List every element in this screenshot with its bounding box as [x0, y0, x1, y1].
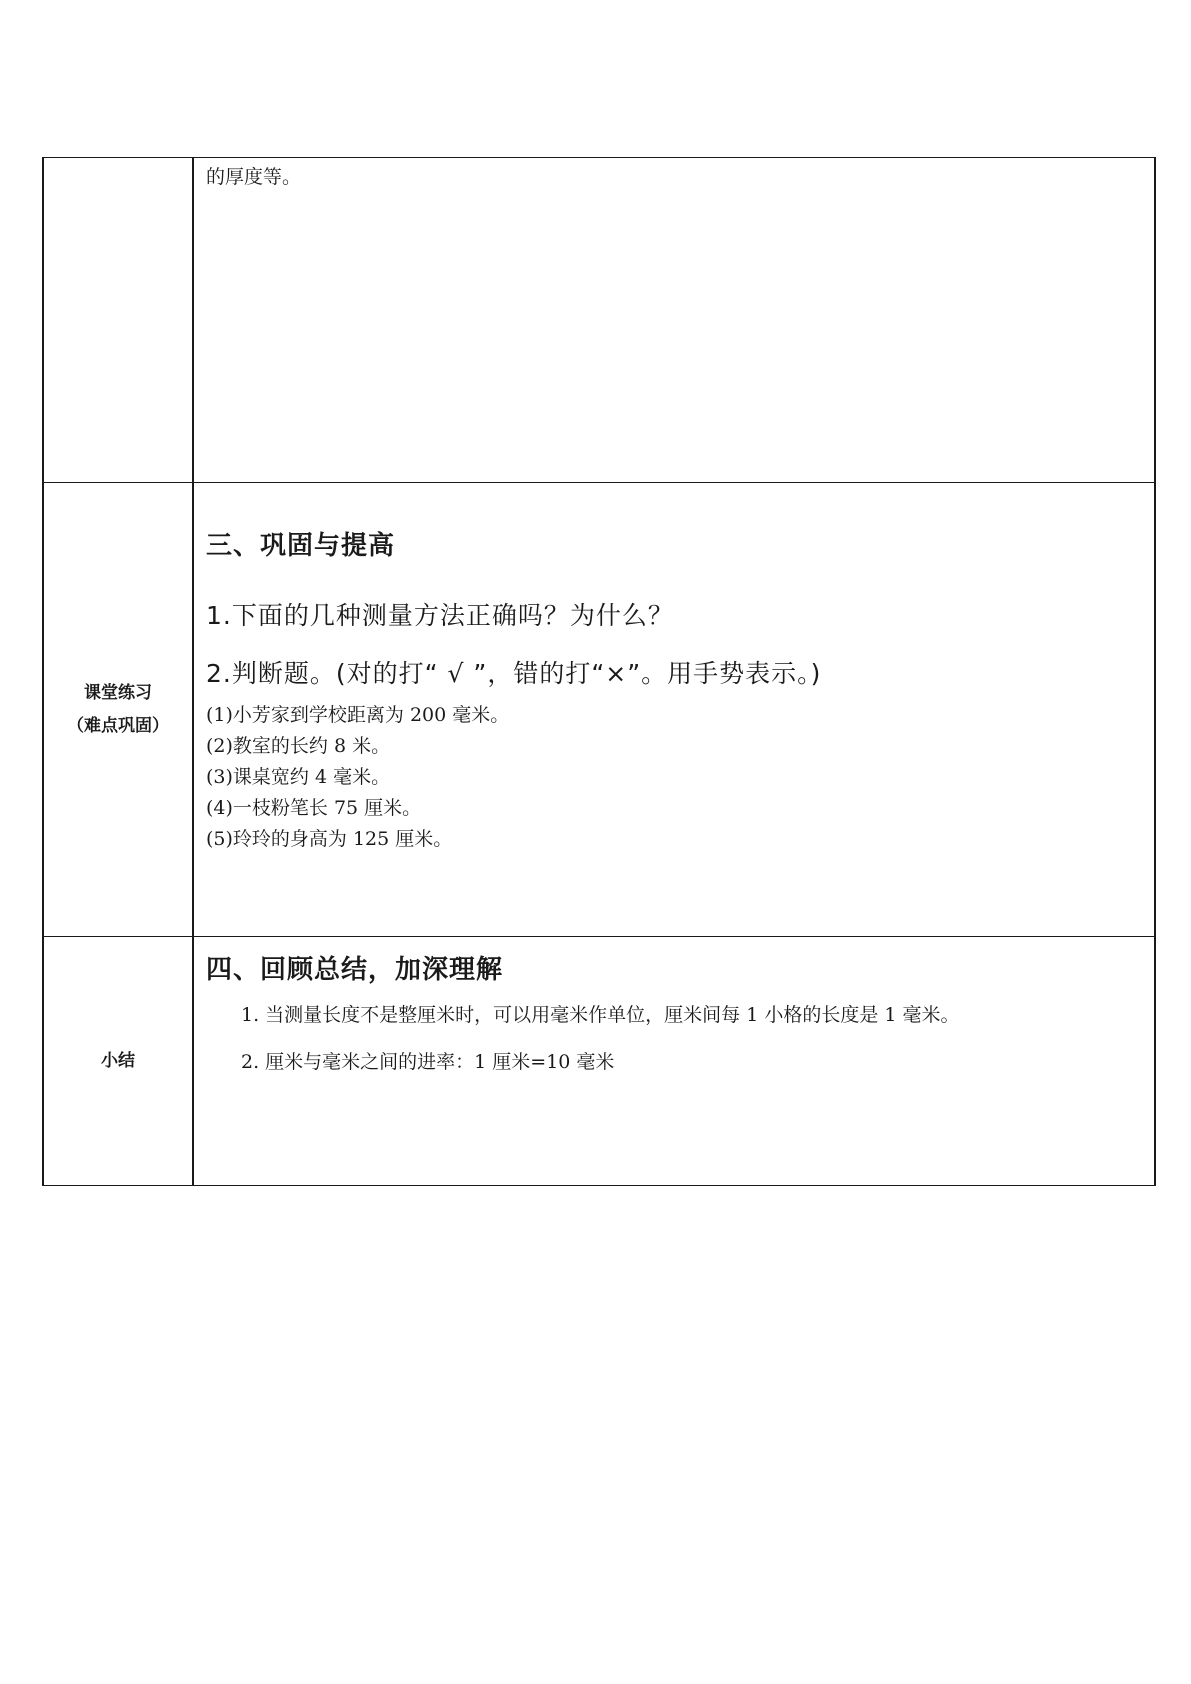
question-2: 2.判断题。(对的打“ √ ”，错的打“×”。用手势表示。) [206, 659, 822, 688]
list-item: (4)一枝粉笔长 75 厘米。 [206, 797, 422, 819]
question-1: 1.下面的几种测量方法正确吗？为什么？ [206, 601, 674, 630]
practice-sublabel: （难点巩固） [67, 715, 169, 736]
label-cell-practice [43, 483, 193, 937]
practice-section-title: 三、巩固与提高 [206, 531, 396, 561]
lesson-plan-table [42, 157, 1156, 1186]
table-row-summary [43, 937, 1155, 1186]
summary-point: 1. 当测量长度不是整厘米时，可以用毫米作单位，厘米间每 1 小格的长度是 1 毫米。 [241, 1004, 960, 1026]
label-cell-summary [43, 937, 193, 1186]
content-cell-summary [193, 937, 1155, 1186]
summary-label: 小结 [101, 1050, 135, 1071]
list-item: (3)课桌宽约 4 毫米。 [206, 766, 391, 788]
continuation-text: 的厚度等。 [206, 166, 302, 188]
judgement-list [206, 700, 1142, 855]
practice-label: 课堂练习 [84, 682, 152, 703]
table-row-continuation [43, 158, 1155, 483]
table-row-practice [43, 483, 1155, 937]
list-item: (2)教室的长约 8 米。 [206, 735, 391, 757]
summary-section-title: 四、回顾总结，加深理解 [206, 955, 504, 985]
summary-point: 2. 厘米与毫米之间的进率：1 厘米=10 毫米 [241, 1051, 615, 1073]
content-cell-practice [193, 483, 1155, 937]
label-cell-empty [43, 158, 193, 483]
list-item: (5)玲玲的身高为 125 厘米。 [206, 828, 453, 850]
list-item: (1)小芳家到学校距离为 200 毫米。 [206, 704, 510, 726]
content-cell-continuation [193, 158, 1155, 483]
